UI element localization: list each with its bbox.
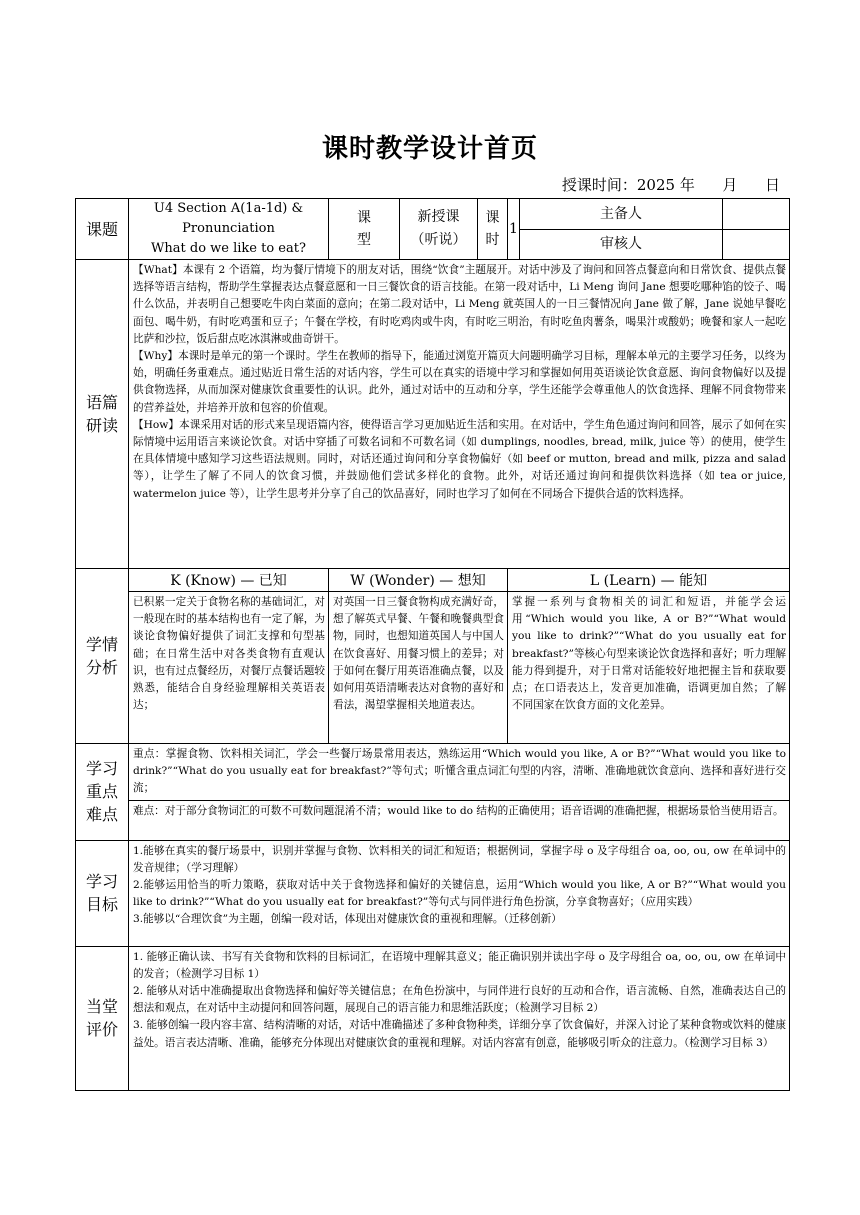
reviewer-value bbox=[723, 229, 790, 260]
lesson-date bbox=[562, 174, 780, 195]
know-header: K (Know) — 已知 bbox=[129, 569, 329, 592]
learner-label: 学情分析 bbox=[76, 569, 129, 744]
how-paragraph: 【How】本课采用对话的形式来呈现语篇内容，使得语言学习更加贴近生活和实用。在对话中，学生角色通过询问和回答，展示了如何在实际情境中运用语言来谈论饮食。对话中穿插了可数名词和不可数名词（如 dumplings, noodles, bread, milk, juice 等）的使用，使学生在具体情境中感知学习这些语法规则。同时，对话还通过询问和分享食物偏好（如 beef or mutton, bread and milk, pizza and salad 等），让学生了解了不同人的饮食习惯，并鼓励他们尝试多样化的食物。此外，对话还通过询问和提供饮料选择（如 tea or juice, watermelon juice 等），让学生思考并分享了自己的饮品喜好，同时也学习了如何在不同场合下提供合适的饮料选择。 bbox=[133, 418, 786, 500]
objective-item: 1.能够在真实的餐厅场景中，识别并掌握与食物、饮料相关的词汇和短语；根据例词，掌握字母 o 及字母组合 oa, oo, ou, ow 在单词中的发音规律；（学习理解） bbox=[133, 844, 786, 874]
topic-cell bbox=[129, 199, 329, 260]
topic-line1: U4 Section A(1a-1d) & Pronunciation bbox=[153, 201, 304, 236]
objectives-label: 学习目标 bbox=[76, 840, 129, 946]
date-month: 月 bbox=[722, 176, 738, 194]
key-points-label: 学习重点难点 bbox=[76, 744, 129, 841]
wonder-header: W (Wonder) — 想知 bbox=[329, 569, 508, 592]
topic-line2: What do we like to eat? bbox=[151, 241, 306, 256]
difficult-point-content: 难点：对于部分食物词汇的可数不可数问题混淆不清；would like to do 结构的正确使用；语音语调的准确把握，根据场景恰当使用语言。 bbox=[129, 800, 790, 840]
topic-label: 课题 bbox=[76, 199, 129, 260]
objective-item: 3.能够以“合理饮食”为主题，创编一段对话，体现出对健康饮食的重视和理解。（迁移创新） bbox=[133, 913, 562, 926]
evaluation-item: 1. 能够正确认读、书写有关食物和饮料的目标词汇，在语境中理解其意义；能正确识别并读出字母 o 及字母组合 oa, oo, ou, ow 在单词中的发音；（检测学习目标 1） bbox=[133, 950, 786, 980]
what-paragraph: 【What】本课有 2 个语篇，均为餐厅情境下的朋友对话，围绕“饮食”主题展开。对话中涉及了询问和回答点餐意向和日常饮食、提供点餐选择等语言结构，帮助学生掌握表达点餐意愿和一日三餐饮食的语言技能。在第一段对话中，Li Meng 询问 Jane 想要吃哪种馅的饺子、喝什么饮品，并表明自己想要吃牛肉白菜面的意向；在第二段对话中，Li Meng 就英国人的一日三餐情况向 Jane 做了解，Jane 说她早餐吃面包、喝牛奶，有时吃鸡蛋和豆子；午餐在学校，有时吃鸡肉或牛肉，有时吃三明治，有时吃鱼肉薯条，喝果汁或酸奶；晚餐和家人一起吃比萨和沙拉，饭后甜点吃冰淇淋或曲奇饼干。 bbox=[133, 264, 786, 345]
evaluation-label: 当堂评价 bbox=[76, 946, 129, 1090]
text-study-label: 语篇研读 bbox=[76, 260, 129, 569]
text-study-content bbox=[129, 260, 790, 569]
lead-value bbox=[723, 199, 790, 230]
page-title: 课时教学设计首页 bbox=[321, 134, 538, 164]
lead-label: 主备人 bbox=[520, 199, 723, 230]
learn-content: 掌握一系列与食物相关的词汇和短语，并能学会运用“Which would you like, A or B?”“What would you like to drink?”“What do you usually eat for breakfast?”等核心句型来谈论饮食选择和喜好；听力理解能力得到提升，对于日常对话能较好地把握主旨和获取要点；在口语表达上，发音更加准确，语调更加自然；了解不同国家在饮食方面的文化差异。 bbox=[508, 592, 790, 744]
evaluation-content bbox=[129, 946, 790, 1090]
reviewer-label: 审核人 bbox=[520, 229, 723, 260]
evaluation-item: 3. 能够创编一段内容丰富、结构清晰的对话，对话中准确描述了多种食物种类，详细分享了饮食偏好，并深入讨论了某种食物或饮料的健康益处。语言表达清晰、准确，能够充分体现出对健康饮食的重视和理解。对话内容富有创意，能够吸引听众的注意力。（检测学习目标 3） bbox=[133, 1019, 786, 1049]
date-label: 授课时间：2025 年 bbox=[561, 176, 695, 194]
wonder-content: 对英国一日三餐食物构成充满好奇，想了解英式早餐、午餐和晚餐典型食物，同时，也想知道英国人与中国人在饮食喜好、用餐习惯上的差异；对于如何在餐厅用英语准确点餐，以及如何用英语清晰表达对食物的喜好和看法，渴望掌握相关地道表达。 bbox=[329, 592, 508, 744]
know-content: 已积累一定关于食物名称的基础词汇，对一般现在时的基本结构也有一定了解，为谈论食物偏好提供了词汇支撑和句型基础；在日常生活中对各类食物有直观认识，也有过点餐经历，对餐厅点餐话题较熟悉，能结合自身经验理解相关英语表达； bbox=[129, 592, 329, 744]
type-label: 课型 bbox=[329, 199, 400, 260]
learn-header: L (Learn) — 能知 bbox=[508, 569, 790, 592]
date-day: 日 bbox=[764, 176, 780, 194]
evaluation-item: 2. 能够从对话中准确提取出食物选择和偏好等关键信息；在角色扮演中，与同伴进行良好的互动和合作，语言流畅、自然，准确表达自己的想法和观点，在对话中主动提问和回答问题，展现自己的语言能力和思维活跃度；（检测学习目标 2） bbox=[133, 985, 786, 1015]
hours-value: 1 bbox=[508, 199, 520, 260]
why-paragraph: 【Why】本课时是单元的第一个课时。学生在教师的指导下，能通过浏览开篇页大问题明确学习目标，理解本单元的主要学习任务，以终为始，明确任务重难点。通过贴近日常生活的对话内容，学生可以在真实的语境中学习和掌握如何用英语谈论饮食意愿、询问食物偏好以及提供食物选择，从而加深对健康饮食重要性的认识。此外，通过对话中的互动和分享，学生还能学会尊重他人的饮食选择、理解不同食物带来的营养益处，并培养开放和包容的价值观。 bbox=[133, 350, 786, 414]
type-value: 新授课（听说） bbox=[400, 199, 478, 260]
hours-label: 课时 bbox=[478, 199, 508, 260]
key-point-content: 重点：掌握食物、饮料相关词汇，学会一些餐厅场景常用表达，熟练运用“Which would you like, A or B?”“What would you like to drink?”“What do you usually eat for breakfast?”等句式；听懂含重点词汇句型的内容，清晰、准确地就饮食意向、选择和喜好进行交流； bbox=[129, 744, 790, 801]
lesson-design-table bbox=[75, 198, 790, 1091]
objective-item: 2.能够运用恰当的听力策略，获取对话中关于食物选择和偏好的关键信息，运用“Which would you like, A or B?”“What would you like to drink?”“What do you usually eat for breakfast?”等句式与同伴进行角色扮演，分享食物喜好；（应用实践） bbox=[133, 879, 786, 909]
objectives-content bbox=[129, 840, 790, 946]
